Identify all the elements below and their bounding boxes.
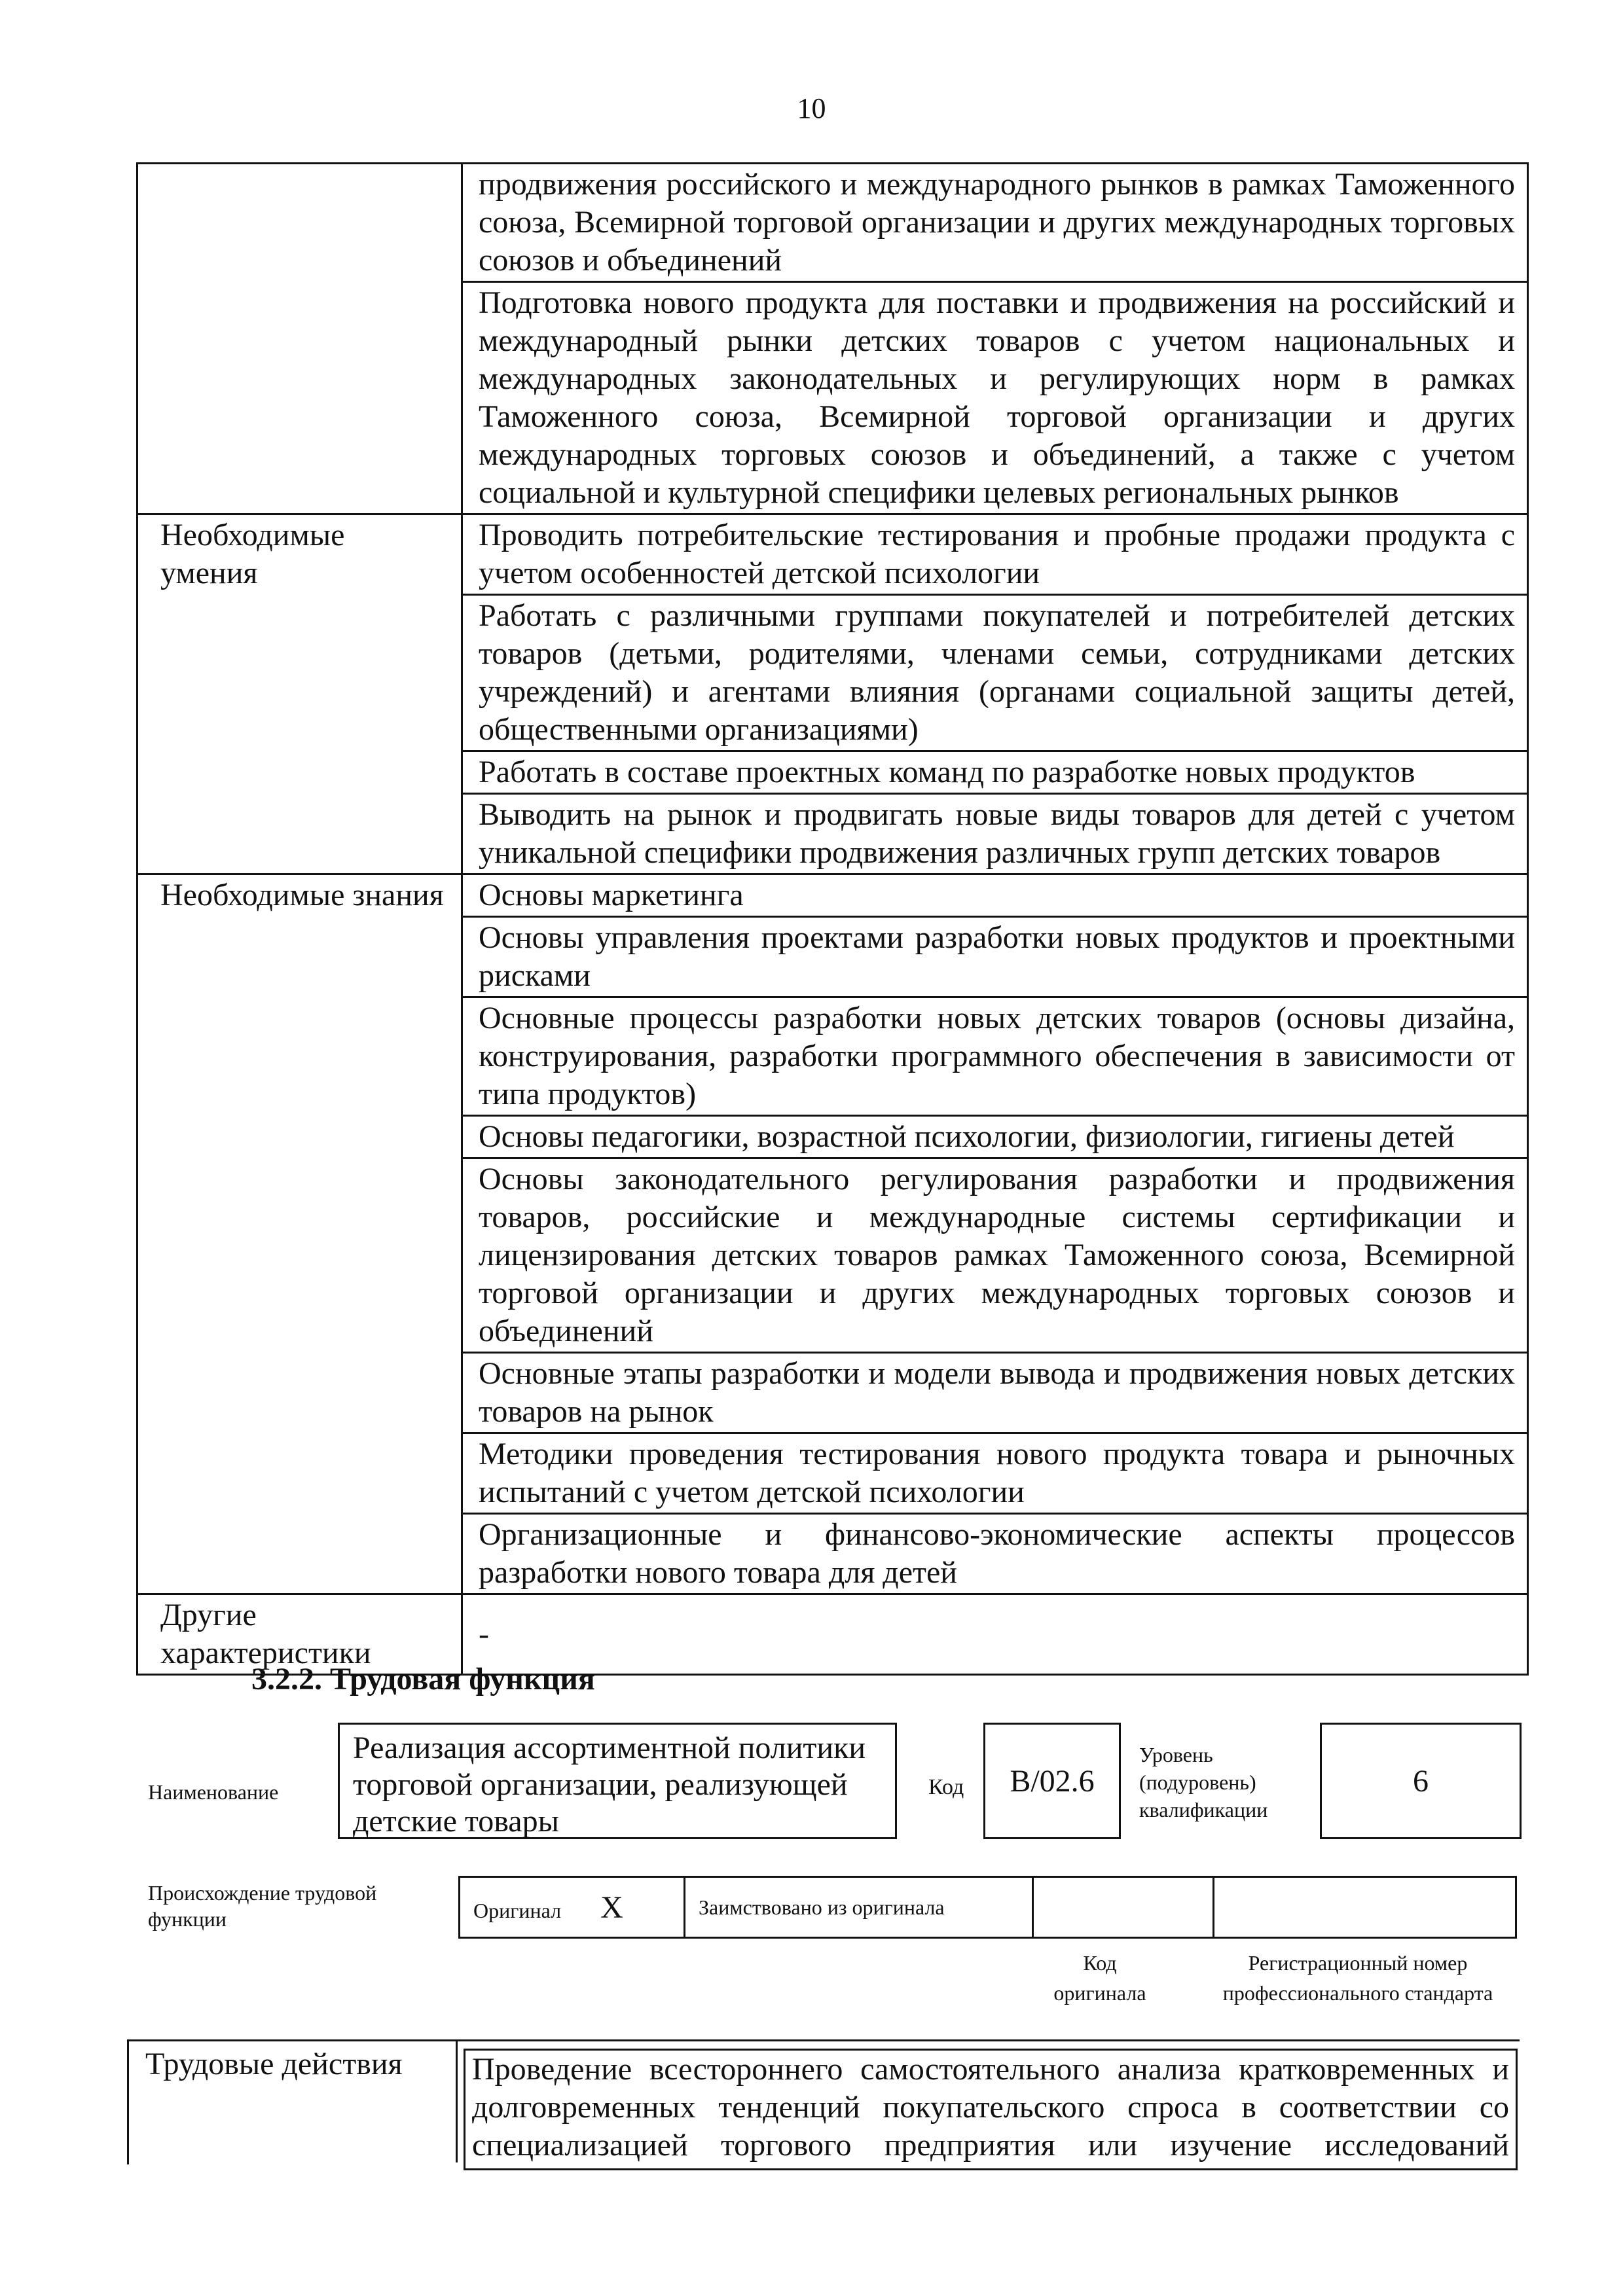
row-text: Работать с различными группами покупателей и потребителей детских товаров (детьми, родителями, членами семьи, сотрудниками детских учреждений) и агентами влияния (органами социальной защиты детей, общественными организациями) — [462, 595, 1528, 751]
section-title: 3.2.2. Трудовая функция — [251, 1662, 595, 1696]
row-text: Основы маркетинга — [462, 874, 1528, 917]
origin-table — [458, 1876, 1517, 1939]
origin-label: Происхождение трудовой функции — [148, 1881, 377, 1931]
name-value-box: Реализация ассортиментной политики торговой организации, реализующей детские товары — [338, 1723, 897, 1839]
code-label: Код — [928, 1775, 964, 1799]
code-value-box: B/02.6 — [983, 1723, 1121, 1839]
row-text: Подготовка нового продукта для поставки и продвижения на российский и международный рынки детских товаров с учетом национальных и международных законодательных и регулирующих норм в рамках Таможенного союза, Всемирной торговой организации и других международных торговых союзов и объединений, а также с учетом социальной и культурной специфики целевых региональных рынков — [462, 282, 1528, 514]
row-text: Основы управления проектами разработки новых продуктов и проектными рисками — [462, 917, 1528, 997]
knowledge-label: Необходимые знания — [137, 874, 462, 1594]
row-text: Работать в составе проектных команд по разработке новых продуктов — [462, 751, 1528, 794]
reg-number-line: Регистрационный номер — [1248, 1951, 1468, 1975]
row-text: продвижения российского и международного рынков в рамках Таможенного союза, Всемирной торговой организации и других международных торговых союзов и объединений — [462, 164, 1528, 282]
row-text: Основные процессы разработки новых детских товаров (основы дизайна, конструирования, разработки программного обеспечения в зависимости от типа продуктов) — [462, 997, 1528, 1116]
competency-table — [136, 162, 1529, 1676]
code-original-label — [1008, 1948, 1192, 2008]
level-value-box: 6 — [1320, 1723, 1522, 1839]
reg-number-label — [1194, 1948, 1522, 2008]
code-original-line: оригинала — [1053, 1981, 1146, 2005]
table-row — [137, 514, 1528, 595]
code-original-line: Код — [1083, 1951, 1117, 1975]
table-row — [137, 164, 1528, 282]
labor-actions-text: Проведение всестороннего самостоятельного анализа кратковременных и долговременных тенденций покупательского спроса в соответствии со специализацией торгового предприятия или изучение исследований — [464, 2049, 1518, 2170]
origin-borrowed-cell: Заимствовано из оригинала — [685, 1877, 1033, 1938]
origin-original-cell — [460, 1877, 685, 1938]
origin-reg-cell — [1214, 1877, 1516, 1938]
row-text: Методики проведения тестирования нового продукта товара и рыночных испытаний с учетом детской психологии — [462, 1433, 1528, 1514]
reg-number-line: профессионального стандарта — [1222, 1981, 1493, 2005]
labor-actions-label: Трудовые действия — [145, 2047, 403, 2081]
level-label — [1139, 1741, 1309, 1823]
row-label — [137, 164, 462, 514]
labor-actions-divider — [456, 2039, 458, 2162]
other-label: Другие характеристики — [137, 1594, 462, 1675]
table-row — [460, 1877, 1516, 1938]
skills-label: Необходимые умения — [137, 514, 462, 874]
origin-original-label: Оригинал — [473, 1898, 562, 1922]
row-text: Выводить на рынок и продвигать новые виды товаров для детей с учетом уникальной специфики продвижения различных групп детских товаров — [462, 794, 1528, 874]
level-label-line: квалификации — [1139, 1798, 1268, 1821]
origin-code-cell — [1033, 1877, 1214, 1938]
row-text: Организационные и финансово-экономические аспекты процессов разработки нового товара для детей — [462, 1514, 1528, 1594]
level-label-line: (подуровень) — [1139, 1770, 1256, 1794]
origin-mark: X — [600, 1890, 623, 1925]
name-label: Наименование — [148, 1780, 279, 1804]
row-text: Основные этапы разработки и модели вывода и продвижения новых детских товаров на рынок — [462, 1353, 1528, 1433]
row-text: - — [462, 1594, 1528, 1675]
row-text: Основы педагогики, возрастной психологии, физиологии, гигиены детей — [462, 1116, 1528, 1158]
page-number: 10 — [797, 92, 826, 124]
row-text: Основы законодательного регулирования разработки и продвижения товаров, российские и международные системы сертификации и лицензирования детских товаров рамках Таможенного союза, Всемирной торговой организации и других международных торговых союзов и объединений — [462, 1158, 1528, 1353]
level-label-line: Уровень — [1139, 1743, 1213, 1767]
row-text: Проводить потребительские тестирования и пробные продажи продукта с учетом особенностей детской психологии — [462, 514, 1528, 595]
table-row — [137, 874, 1528, 917]
